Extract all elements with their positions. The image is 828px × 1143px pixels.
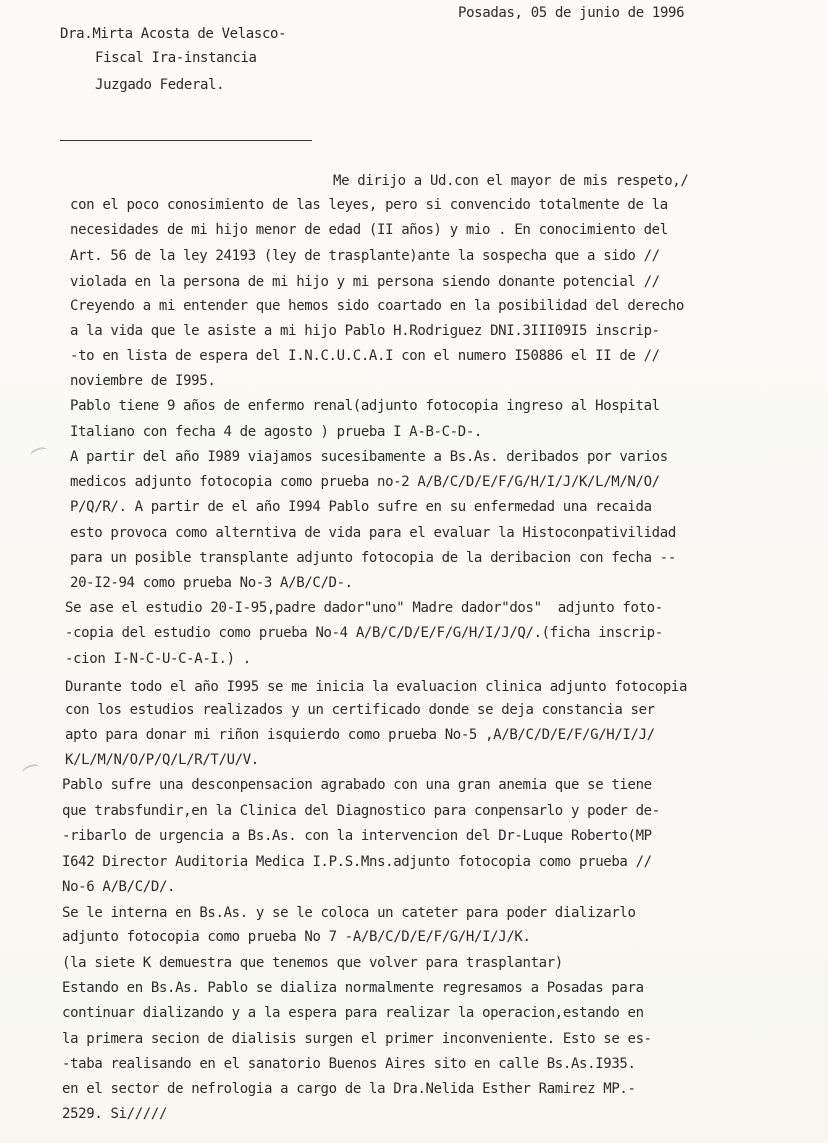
body-line: con el poco conosimiento de las leyes, pero si convencido totalmente de la [70,197,668,213]
addressee-name: Dra.Mirta Acosta de Velasco- [60,26,287,42]
punch-hole-mark [21,762,41,778]
body-line: 2529. Si///// [62,1106,168,1122]
body-line: esto provoca como alterntiva de vida para el evaluar la Histoconpativilidad [70,525,676,541]
body-line: Durante todo el año I995 se me inicia la evaluacion clinica adjunto fotocopia [65,679,688,695]
body-line: Se le interna en Bs.As. y se le coloca un cateter para poder dializarlo [62,905,636,921]
body-line: No-6 A/B/C/D/. [62,879,176,895]
body-line: -to en lista de espera del I.N.C.U.C.A.I con el numero I50886 el II de // [70,348,660,364]
body-line: -copia del estudio como prueba No-4 A/B/C/D/E/F/G/H/I/J/Q/.(ficha inscrip- [65,625,663,641]
header-divider [60,140,312,141]
body-line: Se ase el estudio 20-I-95,padre dador"uno" Madre dador"dos" adjunto foto- [65,600,663,616]
body-line: 20-I2-94 como prueba No-3 A/B/C/D-. [70,575,353,591]
body-line: K/L/M/N/O/P/Q/L/R/T/U/V. [65,752,259,768]
body-line: Art. 56 de la ley 24193 (ley de trasplante)ante la sospecha que a sido // [70,248,660,264]
body-line: noviembre de I995. [70,373,216,389]
body-line: la primera secion de dialisis surgen el primer inconveniente. Esto se es- [62,1031,652,1047]
body-line: Creyendo a mi entender que hemos sido coartado en la posibilidad del derecho [70,298,684,314]
body-line: Pablo tiene 9 años de enfermo renal(adjunto fotocopia ingreso al Hospital [70,398,660,414]
addressee-title: Fiscal Ira-instancia [95,50,257,66]
body-line: P/Q/R/. A partir de el año I994 Pablo sufre en su enfermedad una recaida [70,499,652,515]
body-line: necesidades de mi hijo menor de edad (II años) y mio . En conocimiento del [70,222,668,238]
punch-hole-mark [29,445,49,461]
body-line: -ribarlo de urgencia a Bs.As. con la intervencion del Dr-Luque Roberto(MP [62,828,652,844]
letter-date: Posadas, 05 de junio de 1996 [458,5,685,21]
body-line: (la siete K demuestra que tenemos que volver para trasplantar) [62,955,563,971]
body-line: continuar dializando y a la espera para realizar la operacion,estando en [62,1005,644,1021]
body-line: con los estudios realizados y un certificado donde se deja constancia ser [65,702,655,718]
body-line: -taba realisando en el sanatorio Buenos Aires sito en calle Bs.As.I935. [62,1056,636,1072]
body-line: Italiano con fecha 4 de agosto ) prueba I A-B-C-D-. [70,424,483,440]
body-line: a la vida que le asiste a mi hijo Pablo H.Rodriguez DNI.3III09I5 inscrip- [70,323,660,339]
body-line: -cion I-N-C-U-C-A-I.) . [65,651,251,667]
body-line: que trabsfundir,en la Clinica del Diagnostico para conpensarlo y poder de- [62,803,660,819]
body-line: Me dirijo a Ud.con el mayor de mis respeto,/ [333,173,689,189]
body-line: en el sector de nefrologia a cargo de la Dra.Nelida Esther Ramirez MP.- [62,1081,636,1097]
body-line: Pablo sufre una desconpensacion agrabado con una gran anemia que se tiene [62,777,652,793]
body-line: adjunto fotocopia como prueba No 7 -A/B/C/D/E/F/G/H/I/J/K. [62,929,531,945]
body-line: violada en la persona de mi hijo y mi persona siendo donante potencial // [70,274,660,290]
body-line: I642 Director Auditoria Medica I.P.S.Mns.adjunto fotocopia como prueba // [62,854,652,870]
body-line: medicos adjunto fotocopia como prueba no-2 A/B/C/D/E/F/G/H/I/J/K/L/M/N/O/ [70,474,660,490]
body-line: para un posible transplante adjunto fotocopia de la deribacion con fecha -- [70,550,676,566]
body-line: apto para donar mi riñon isquierdo como prueba No-5 ,A/B/C/D/E/F/G/H/I/J/ [65,727,655,743]
addressee-court: Juzgado Federal. [95,77,225,93]
body-line: Estando en Bs.As. Pablo se dializa normalmente regresamos a Posadas para [62,980,644,996]
body-line: A partir del año I989 viajamos sucesibamente a Bs.As. deribados por varios [70,449,668,465]
